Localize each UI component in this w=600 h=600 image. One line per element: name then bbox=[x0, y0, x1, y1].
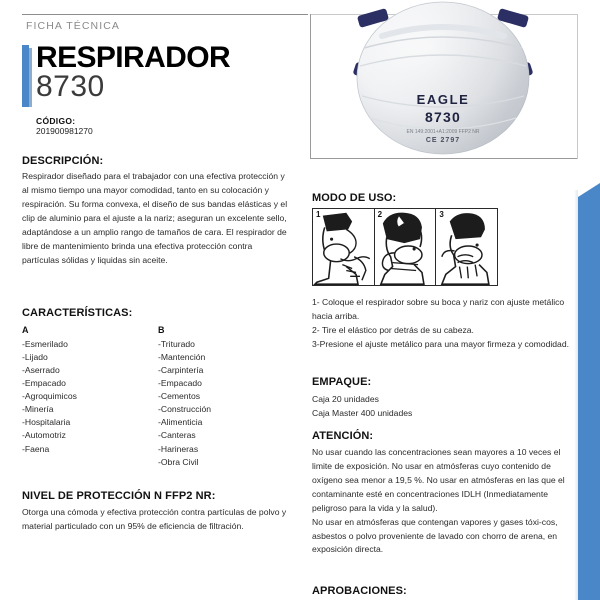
atencion-text bbox=[312, 446, 568, 557]
photo-divider-horizontal bbox=[310, 158, 578, 159]
step-number: 3 bbox=[439, 210, 444, 219]
nivel-proteccion-heading: NIVEL DE PROTECCIÓN N FFP2 NR: bbox=[22, 490, 216, 502]
column-a-title: A bbox=[22, 325, 29, 335]
list-item: -Lijado bbox=[22, 352, 48, 363]
caracteristicas-column-a bbox=[22, 325, 158, 469]
list-item: -Cementos bbox=[158, 391, 201, 402]
title-accent-bar bbox=[22, 45, 29, 107]
photo-brand-text: EAGLE bbox=[416, 92, 470, 107]
product-photo bbox=[330, 0, 560, 155]
blue-band-shadow bbox=[574, 190, 578, 600]
list-item: -Minería bbox=[22, 404, 54, 415]
modo-de-uso-instructions bbox=[312, 296, 584, 352]
empaque-line: Caja Master 400 unidades bbox=[312, 408, 413, 419]
instruction-line: 3-Presione el ajuste metálico para una mayor firmeza y comodidad. bbox=[312, 338, 569, 349]
list-item: -Esmerilado bbox=[22, 339, 68, 349]
respirator-illustration bbox=[330, 0, 560, 155]
photo-ce-text: CE 2797 bbox=[425, 137, 461, 144]
step-3-illustration bbox=[436, 209, 497, 285]
list-item: -Empacado bbox=[22, 378, 66, 389]
step-panel-2 bbox=[375, 209, 437, 285]
description-text: Respirador diseñado para el trabajador con una efectiva protección y al mismo tiempo una mayor comodidad, tanto en su colocación y respiración. Su forma convexa, el diseño de sus bandas elásticas y el clip de aluminio para el ajuste a la nariz; aseguran un excelente sello, adaptándose a un amplio rango de tamaños de cara. El respirador de libre de mantenimiento brinda una efectiva protección contra partículas sólidas y liquidas sin aceite. bbox=[22, 171, 288, 265]
list-item: -Mantención bbox=[158, 352, 206, 363]
aprobaciones-heading: APROBACIONES: bbox=[312, 585, 407, 597]
column-divider-vertical bbox=[310, 14, 311, 159]
modo-de-uso-heading: MODO DE USO: bbox=[312, 192, 397, 204]
list-item: -Automotriz bbox=[22, 430, 66, 441]
step-number: 1 bbox=[316, 210, 321, 219]
empaque-line: Caja 20 unidades bbox=[312, 394, 379, 404]
instruction-line: 2- Tire el elástico por detrás de su cabeza. bbox=[312, 324, 474, 335]
list-item: -Aserrado bbox=[22, 365, 60, 376]
list-item: -Construcción bbox=[158, 404, 212, 415]
photo-model-text: 8730 bbox=[425, 109, 461, 125]
atencion-paragraph: No usar cuando las concentraciones sean mayores a 10 veces el limite de exposición. No usar en atmósferas cuyo contenido de oxígeno sea menor a 19,5 %. No usar en atmósferas en las que el contaminante esté en concentraciones IDLH (Inmediatamente peligroso para la vida y la salud). bbox=[312, 447, 565, 513]
empaque-lines bbox=[312, 392, 562, 420]
step-panel-1 bbox=[313, 209, 375, 285]
atencion-paragraph: No usar en atmósferas que contengan vapores y gases tóxi-cos, asbestos o polvo proveniente de lavado con chorro de arena, en exposición directa. bbox=[312, 516, 558, 555]
header-divider-left bbox=[22, 14, 308, 15]
step-1-illustration bbox=[313, 209, 374, 285]
list-item: -Harineras bbox=[158, 443, 199, 454]
code-value: 201900981270 bbox=[36, 126, 93, 136]
modo-de-uso-steps-image bbox=[312, 208, 498, 286]
caracteristicas-columns bbox=[22, 325, 294, 469]
list-item: -Obra Civil bbox=[158, 456, 199, 467]
eyebrow-label: FICHA TÉCNICA bbox=[26, 20, 121, 32]
list-item: -Canteras bbox=[158, 430, 196, 441]
code-label: CÓDIGO: bbox=[36, 116, 76, 126]
atencion-heading: ATENCIÓN: bbox=[312, 430, 374, 442]
list-item: -Faena bbox=[22, 443, 50, 454]
product-model: 8730 bbox=[36, 70, 105, 103]
step-panel-3 bbox=[436, 209, 497, 285]
instruction-line: 1- Coloque el respirador sobre su boca y nariz con ajuste metálico hacia arriba. bbox=[312, 297, 565, 321]
description-heading: DESCRIPCIÓN: bbox=[22, 155, 104, 167]
list-item: -Alimenticia bbox=[158, 417, 203, 428]
list-item: -Triturado bbox=[158, 339, 195, 349]
caracteristicas-heading: CARACTERÍSTICAS: bbox=[22, 307, 133, 319]
column-b-list bbox=[158, 338, 294, 469]
nivel-proteccion-text: Otorga una cómoda y efectiva protección contra partículas de polvo y material particulado con un 95% de eficiencia de filtración. bbox=[22, 507, 287, 531]
empaque-heading: EMPAQUE: bbox=[312, 376, 372, 388]
list-item: -Carpintería bbox=[158, 365, 204, 376]
caracteristicas-column-b bbox=[158, 325, 294, 469]
step-2-illustration bbox=[375, 209, 436, 285]
list-item: -Empacado bbox=[158, 378, 202, 389]
blue-accent-band bbox=[578, 183, 600, 600]
photo-frame-right-edge bbox=[577, 14, 578, 159]
column-a-list bbox=[22, 338, 158, 456]
photo-spec-text: EN 149:2001+A1:2009 FFP2 NR bbox=[406, 129, 480, 135]
step-number: 2 bbox=[377, 210, 383, 219]
page-title: RESPIRADOR bbox=[36, 41, 231, 74]
column-b-title: B bbox=[158, 325, 165, 335]
list-item: -Hospitalaria bbox=[22, 417, 71, 428]
list-item: -Agroquimicos bbox=[22, 391, 77, 402]
